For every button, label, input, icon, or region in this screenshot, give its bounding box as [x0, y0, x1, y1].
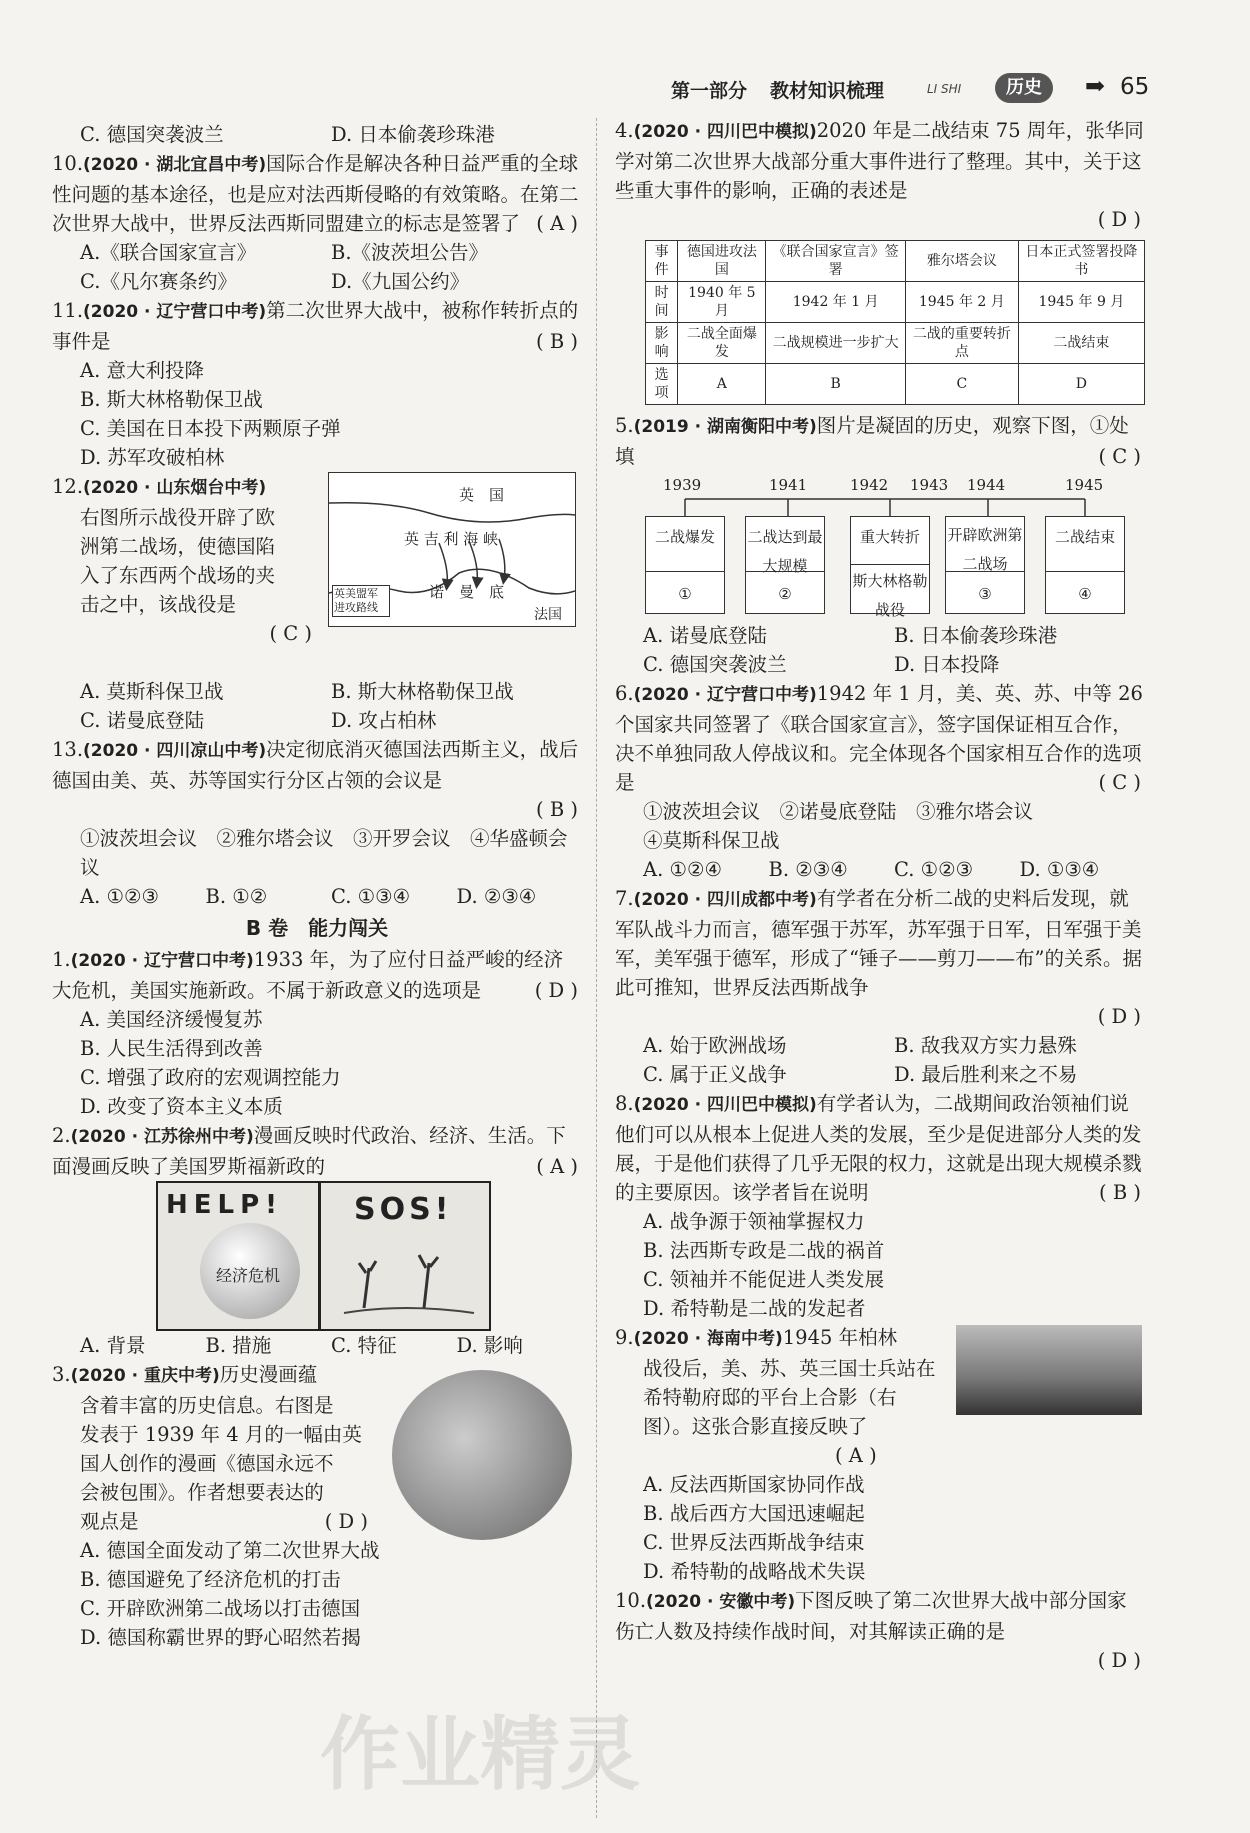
- timeline-figure: [645, 471, 1145, 621]
- option: B. 法西斯专政是二战的祸首: [643, 1239, 885, 1262]
- q-source: (2020 · 山东烟台中考): [83, 478, 267, 498]
- option: C. 属于正义战争: [643, 1063, 787, 1086]
- q-number: 1.: [52, 948, 71, 971]
- q-text: 国际合作是解决各种日益严重的全球性问题的基本途径，也是应对法西斯侵略的有效策略。在第二次世界大战中，世界反法西斯同盟建立的标志是签署了: [52, 152, 579, 235]
- option: D. 攻占柏林: [331, 709, 437, 732]
- option: D. 影响: [456, 1334, 523, 1357]
- timeline-year: 1939: [663, 476, 702, 494]
- option: D. 改变了资本主义本质: [80, 1095, 283, 1118]
- option: B. 斯大林格勒保卫战: [80, 388, 263, 411]
- table-cell: 1945 年 2 月: [905, 282, 1018, 323]
- option: B. 战后西方大国迅速崛起: [643, 1502, 865, 1525]
- q-number: 9.: [615, 1326, 634, 1349]
- q-answer: ( D ): [1097, 1649, 1141, 1672]
- table-row: [646, 241, 1145, 282]
- timeline-box: [745, 516, 825, 614]
- q-text: 下图反映了第二次世界大战中部分国家伤亡人数及持续作战时间，对其解读正确的是: [615, 1589, 1127, 1643]
- timeline-year: 1941: [769, 476, 808, 494]
- q-answer: ( A ): [536, 212, 578, 235]
- q-source: (2020 · 江苏徐州中考): [70, 1127, 254, 1147]
- q-text-line: 击之中，该战役是: [80, 593, 237, 616]
- q-items: ①波茨坦会议 ②诺曼底登陆 ③雅尔塔会议: [643, 800, 1034, 823]
- option: B. 日本偷袭珍珠港: [894, 624, 1058, 647]
- q-number: 5.: [615, 414, 634, 437]
- option: A. 始于欧洲战场: [643, 1034, 787, 1057]
- q-items: ①波茨坦会议 ②雅尔塔会议 ③开罗会议 ④华盛顿会议: [80, 827, 568, 879]
- column-divider: [596, 118, 597, 1818]
- box-title: 二战结束: [1046, 517, 1124, 572]
- drowning-hands-drawing: [324, 1183, 489, 1329]
- q-items: ④莫斯科保卫战: [643, 829, 780, 852]
- option: D. 日本投降: [894, 653, 1000, 676]
- table-cell: 雅尔塔会议: [905, 241, 1018, 282]
- box-blank: 斯大林格勒战役: [852, 572, 928, 619]
- option: D. 希特勒是二战的发起者: [643, 1297, 866, 1320]
- q-answer: ( B ): [536, 330, 578, 353]
- option: C. ①③④: [331, 885, 411, 908]
- q-source: (2020 · 四川凉山中考): [83, 741, 267, 761]
- q-number: 7.: [615, 887, 634, 910]
- q-source: (2020 · 四川巴中模拟): [633, 122, 817, 142]
- table-cell: D: [1018, 364, 1144, 405]
- q-text-line: 1945 年柏林: [782, 1326, 898, 1349]
- timeline-year: 1945: [1065, 476, 1104, 494]
- q-source: (2020 · 辽宁营口中考): [70, 951, 254, 971]
- normandy-map: [328, 472, 576, 627]
- table-cell: 日本正式签署投降书: [1018, 241, 1144, 282]
- option: A.《联合国家宣言》: [80, 241, 257, 264]
- q-source: (2020 · 四川巴中模拟): [633, 1095, 817, 1115]
- option: D. 德国称霸世界的野心昭然若揭: [80, 1626, 361, 1649]
- table-cell: 时间: [646, 282, 678, 323]
- q-text: 决定彻底消灭德国法西斯主义，战后德国由美、英、苏等国实行分区占领的会议是: [52, 738, 579, 792]
- left-column: [52, 120, 582, 1652]
- section-title-b: B 卷 能力闯关: [245, 916, 389, 940]
- option: B. ①②: [205, 885, 268, 908]
- option: D. 希特勒的战略战术失误: [643, 1560, 866, 1583]
- q-text-line: 国人创作的漫画《德国永远不: [80, 1452, 334, 1475]
- q-text-line: 洲第二战场，使德国陷: [80, 535, 276, 558]
- box-blank: ②: [778, 585, 792, 603]
- question-12-options: [52, 677, 582, 735]
- right-column: [615, 116, 1145, 1675]
- question-b1: [52, 945, 582, 1121]
- q-text: 1933 年，为了应付日益严峻的经济大危机，美国实施新政。不属于新政意义的选项是: [52, 948, 564, 1002]
- q-source: (2020 · 湖北宜昌中考): [83, 155, 267, 175]
- option: A. 诺曼底登陆: [643, 624, 767, 647]
- option: C. 领袖并不能促进人类发展: [643, 1268, 885, 1291]
- table-cell: B: [766, 364, 905, 405]
- q-text: 图片是凝固的历史，观察下图，①处填: [615, 414, 1129, 468]
- option: A. 美国经济缓慢复苏: [80, 1008, 263, 1031]
- q-number: 6.: [615, 682, 634, 705]
- cartoon-panel-right: [324, 1183, 489, 1329]
- question-r10: [615, 1586, 1145, 1675]
- q-number: 10.: [615, 1589, 647, 1612]
- question-13: [52, 735, 582, 911]
- question-12: [52, 472, 582, 677]
- table-cell: 德国进攻法国: [678, 241, 766, 282]
- q-text: 第二次世界大战中，被称作转折点的事件是: [52, 299, 579, 353]
- option: D. 最后胜利来之不易: [894, 1063, 1078, 1086]
- table-cell: 事件: [646, 241, 678, 282]
- q-text-line: 图）。这张合影直接反映了: [643, 1415, 868, 1438]
- option: B. 人民生活得到改善: [80, 1037, 263, 1060]
- q-answer: ( D ): [1097, 1005, 1141, 1028]
- events-table: [645, 240, 1145, 405]
- q-text-line: 观点是: [80, 1510, 139, 1533]
- question-r9: [615, 1323, 1145, 1586]
- q-text-line: 右图所示战役开辟了欧: [80, 506, 276, 529]
- q-source: (2019 · 湖南衡阳中考): [633, 417, 817, 437]
- q-answer: ( D ): [324, 1510, 368, 1533]
- q-text: 2020 年是二战结束 75 周年，张华同学对第二次世界大战部分重大事件进行了整理。其中，关于这些重大事件的影响，正确的表述是: [615, 119, 1144, 202]
- option: B.《波茨坦公告》: [331, 241, 489, 264]
- timeline-year: 1944: [967, 476, 1006, 494]
- cartoon-help-text: HELP!: [166, 1190, 284, 1220]
- cartoon-sos-text: SOS!: [354, 1192, 453, 1227]
- table-row: [646, 364, 1145, 405]
- question-r8: [615, 1089, 1145, 1323]
- table-cell: 《联合国家宣言》签署: [766, 241, 905, 282]
- option: A. 意大利投降: [80, 359, 204, 382]
- roosevelt-cartoon: [156, 1181, 491, 1331]
- header-pinyin: LI SHI: [927, 82, 962, 96]
- q-number: 12.: [52, 475, 84, 498]
- header-part: 第一部分: [671, 80, 748, 102]
- option: C. 开辟欧洲第二战场以打击德国: [80, 1597, 361, 1620]
- question-r5: [615, 411, 1145, 679]
- q-source: (2020 · 辽宁营口中考): [83, 302, 267, 322]
- q-number: 11.: [52, 299, 84, 322]
- question-10: [52, 149, 582, 296]
- question-b3: [52, 1360, 582, 1652]
- question-r7: [615, 884, 1145, 1089]
- option: B. 措施: [205, 1334, 272, 1357]
- q-text-line: 历史漫画蕴: [219, 1363, 318, 1386]
- q-source: (2020 · 辽宁营口中考): [633, 685, 817, 705]
- timeline-box: [850, 516, 930, 619]
- table-cell: 二战规模进一步扩大: [766, 323, 905, 364]
- option: A. 反法西斯国家协同作战: [643, 1473, 865, 1496]
- watermark: 作业精灵: [320, 1708, 640, 1801]
- q-text: 漫画反映时代政治、经济、生活。下面漫画反映了美国罗斯福新政的: [52, 1124, 566, 1178]
- header-subject-badge: 历史: [995, 73, 1053, 103]
- option: B. 敌我双方实力悬殊: [894, 1034, 1077, 1057]
- table-cell: 1940 年 5 月: [678, 282, 766, 323]
- q-text: 有学者认为，二战期间政治领袖们说他们可以从根本上促进人类的发展，至少是促进部分人类的发展，于是他们获得了几乎无限的权力，这就是出现大规模杀戮的主要原因。该学者旨在说明: [615, 1092, 1142, 1204]
- question-r4: [615, 116, 1145, 405]
- box-blank: ①: [678, 585, 692, 603]
- option: D. 苏军攻破柏林: [80, 446, 225, 469]
- page-header: [665, 72, 1185, 108]
- option: B. 德国避免了经济危机的打击: [80, 1568, 341, 1591]
- option: C. 增强了政府的宏观调控能力: [80, 1066, 341, 1089]
- prev-question-options: [52, 120, 582, 149]
- q-source: (2020 · 重庆中考): [70, 1366, 220, 1386]
- option: D. ①③④: [1019, 858, 1100, 881]
- table-cell: 二战全面爆发: [678, 323, 766, 364]
- map-label-normandy: 诺 曼 底: [429, 583, 505, 601]
- box-blank: ④: [1078, 585, 1092, 603]
- table-cell: 影响: [646, 323, 678, 364]
- q-source: (2020 · 安徽中考): [646, 1592, 796, 1612]
- q-number: 10.: [52, 152, 84, 175]
- box-title: 重大转折: [851, 517, 929, 565]
- option: C. 德国突袭波兰: [643, 653, 787, 676]
- option: A. ①②③: [80, 885, 159, 908]
- table-row: [646, 282, 1145, 323]
- box-title: 二战达到最大规模: [746, 517, 824, 572]
- q-text-line: 含着丰富的历史信息。右图是: [80, 1394, 334, 1417]
- table-cell: 1945 年 9 月: [1018, 282, 1144, 323]
- q-answer: ( A ): [835, 1444, 877, 1467]
- q-text: 1942 年 1 月，美、英、苏、中等 26 个国家共同签署了《联合国家宣言》，签字国保证相互合作，决不单独同敌人停战议和。完全体现各个国家相互合作的选项是: [615, 682, 1143, 794]
- q-source: (2020 · 四川成都中考): [633, 890, 817, 910]
- box-title: 二战爆发: [646, 517, 724, 572]
- question-r6: [615, 679, 1145, 884]
- q-answer: ( A ): [536, 1155, 578, 1178]
- option: D.《九国公约》: [331, 270, 470, 293]
- q-answer: ( C ): [269, 622, 312, 645]
- map-label-england: 英 国: [459, 486, 505, 504]
- q-text-line: 希特勒府邸的平台上合影（右: [643, 1386, 897, 1409]
- q-source: (2020 · 海南中考): [633, 1329, 783, 1349]
- q-text-line: 战役后，美、苏、英三国士兵站在: [643, 1357, 936, 1380]
- q-text: 有学者在分析二战的史料后发现，就军队战斗力而言，德军强于苏军，苏军强于日军，日军强于美军，美军强于德军，形成了“锤子——剪刀——布”的关系。据此可推知，世界反法西斯战争: [615, 887, 1142, 999]
- q-number: 2.: [52, 1124, 71, 1147]
- table-cell: 二战的重要转折点: [905, 323, 1018, 364]
- option: C.《凡尔赛条约》: [80, 270, 237, 293]
- box-title: 开辟欧洲第二战场: [946, 517, 1024, 572]
- option: D. 日本偷袭珍珠港: [331, 123, 495, 146]
- q-answer: ( D ): [1097, 208, 1141, 231]
- cartoon-crisis-label: 经济危机: [216, 1266, 281, 1285]
- option: C. 诺曼底登陆: [80, 709, 205, 732]
- table-row: [646, 323, 1145, 364]
- q-answer: ( D ): [534, 979, 578, 1002]
- q-answer: ( C ): [1098, 445, 1141, 468]
- timeline-box: [1045, 516, 1125, 614]
- option: C. ①②③: [894, 858, 974, 881]
- option: C. 德国突袭波兰: [80, 123, 224, 146]
- q-text-line: 入了东西两个战场的夹: [80, 564, 276, 587]
- q-number: 3.: [52, 1363, 71, 1386]
- globe-cartoon: [392, 1370, 572, 1540]
- option: C. 世界反法西斯战争结束: [643, 1531, 865, 1554]
- option: A. ①②④: [643, 858, 722, 881]
- timeline-box: [645, 516, 725, 614]
- option: A. 莫斯科保卫战: [80, 680, 224, 703]
- option: D. ②③④: [456, 885, 537, 908]
- option: B. 斯大林格勒保卫战: [331, 680, 514, 703]
- table-cell: A: [678, 364, 766, 405]
- map-legend: 英美盟军进攻路线: [332, 585, 390, 617]
- question-11: [52, 296, 582, 472]
- table-cell: 选项: [646, 364, 678, 405]
- timeline-year: 1942: [850, 476, 889, 494]
- berlin-soldiers-photo: [956, 1325, 1142, 1415]
- q-number: 4.: [615, 119, 634, 142]
- option: B. ②③④: [768, 858, 848, 881]
- cartoon-panel-left: [158, 1183, 321, 1329]
- question-b2: [52, 1121, 582, 1360]
- q-number: 8.: [615, 1092, 634, 1115]
- option: C. 特征: [331, 1334, 397, 1357]
- header-subtitle: 教材知识梳理: [770, 80, 885, 102]
- map-label-strait: 英 吉 利 海 峡: [404, 530, 499, 548]
- q-answer: ( B ): [1099, 1181, 1141, 1204]
- table-cell: 二战结束: [1018, 323, 1144, 364]
- table-cell: C: [905, 364, 1018, 405]
- timeline-year: 1943: [910, 476, 949, 494]
- map-label-france: 法国: [534, 607, 562, 623]
- q-answer: ( C ): [1098, 771, 1141, 794]
- timeline-box: [945, 516, 1025, 614]
- table-cell: 1942 年 1 月: [766, 282, 905, 323]
- q-answer: ( B ): [536, 798, 578, 821]
- option: A. 战争源于领袖掌握权力: [643, 1210, 865, 1233]
- arrow-right-icon: ➡: [1085, 72, 1106, 100]
- page-number: 65: [1120, 74, 1150, 100]
- option: A. 背景: [80, 1334, 146, 1357]
- box-blank: ③: [978, 585, 992, 603]
- option: A. 德国全面发动了第二次世界大战: [80, 1539, 380, 1562]
- q-text-line: 发表于 1939 年 4 月的一幅由英: [80, 1423, 362, 1446]
- q-text-line: 会被包围》。作者想要表达的: [80, 1481, 324, 1504]
- option: C. 美国在日本投下两颗原子弹: [80, 417, 341, 440]
- q-number: 13.: [52, 738, 84, 761]
